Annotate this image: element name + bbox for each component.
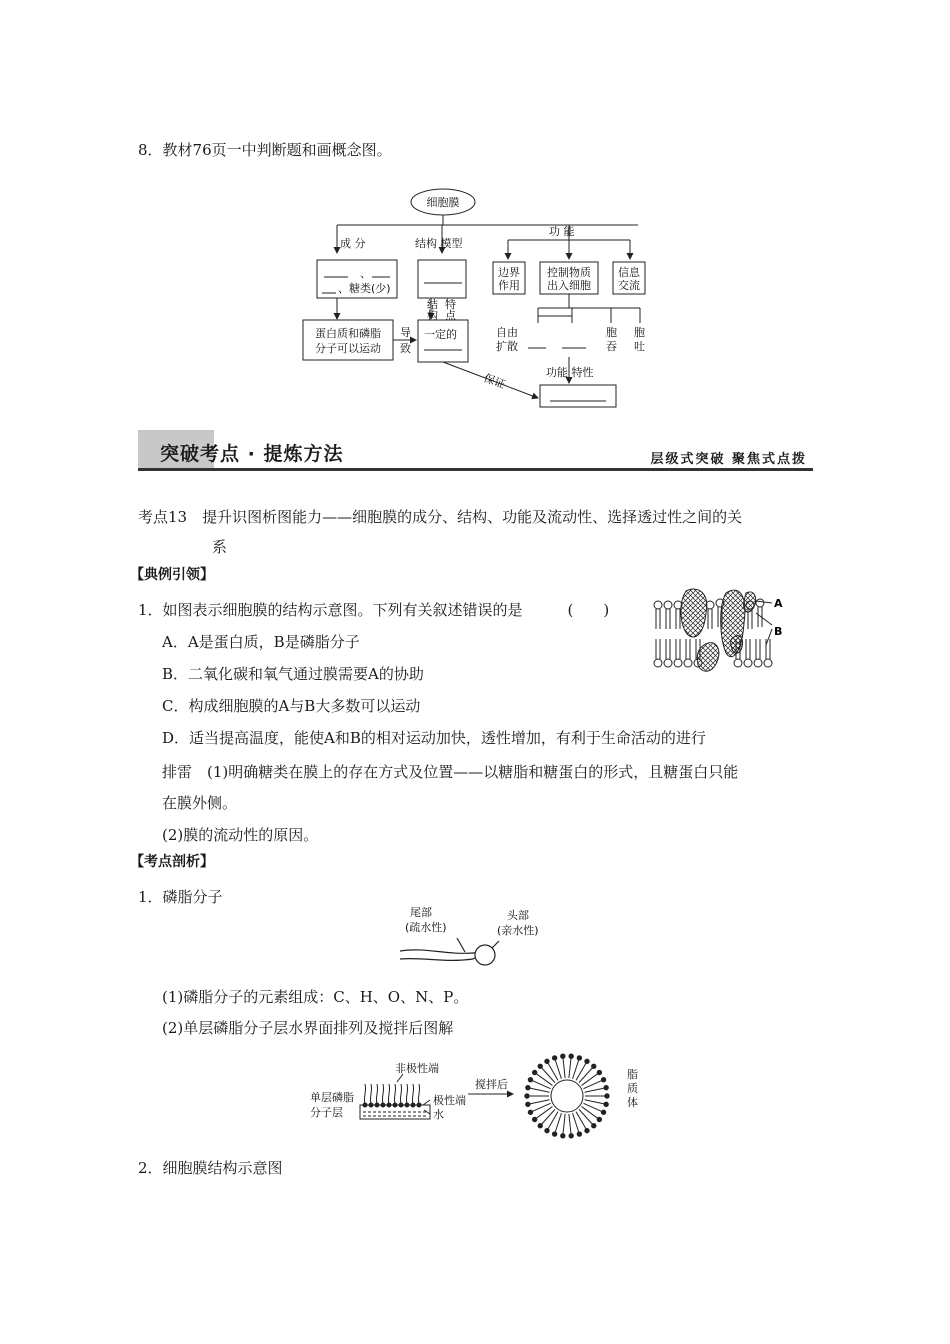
liposome-tail [585,1088,605,1092]
liposome-head [592,1064,596,1068]
question-stem: 1．如图表示细胞膜的结构示意图。下列有关叙述错误的是 ( ) [138,601,610,619]
comp-blank-text: 、 [360,267,371,280]
liposome-tail [576,1063,586,1080]
exo-2: 吐 [634,340,645,353]
option-c: C．构成细胞膜的A与B大多数可以运动 [162,697,421,715]
liposome-tail [530,1100,550,1104]
root-label: 细胞膜 [426,196,460,209]
struct-feature-2b: 点 [445,309,456,322]
paizhu-line2: 在膜外侧。 [162,794,238,812]
liposome-head [577,1056,581,1060]
endo-1: 胞 [606,326,617,339]
phospholipid-figure [395,903,565,973]
liposome-tail [548,1112,558,1129]
liposome-head [526,1102,530,1106]
section-analysis: 【考点剖析】 [130,854,214,870]
liposome-head [538,1124,542,1128]
liposome-head [592,1124,596,1128]
liposome-head [601,1078,605,1082]
structure-result: 一定的 [424,328,457,341]
liposome-head [561,1054,565,1058]
liposome-head [604,1085,608,1089]
struct-feature-1b: 构 [427,309,438,322]
liposome-head [545,1059,549,1063]
comp-result-1: 蛋白质和磷脂 [315,327,381,340]
liposome-head [569,1054,573,1058]
info-2: 交流 [618,279,640,292]
liposome-head [545,1128,549,1132]
selectivity-box [540,385,616,407]
liposome-tail [563,1058,565,1078]
struct-feature-1a: 结 [427,298,438,311]
liposome-head [552,1056,556,1060]
cause-2: 致 [400,342,411,355]
liposome-head [561,1134,565,1138]
label-a: A [774,597,783,610]
liposome-tail [579,1068,592,1083]
struct-feature-2a: 特 [445,298,456,311]
liposome-head [569,1134,573,1138]
boundary-2: 作用 [498,279,520,292]
liposome-head [605,1094,609,1098]
kaodian-line2: 系 [212,538,228,556]
option-b: B．二氧化碳和氧气通过膜需要A的协助 [162,665,424,683]
liposome-tail [569,1114,571,1134]
cause-1: 导 [400,326,411,339]
liposome-head [538,1064,542,1068]
liposome-tail [573,1060,579,1079]
head-label-2: (亲水性) [497,924,539,937]
liposome-head [532,1117,536,1121]
liposome-label-1: 脂 [627,1068,638,1081]
kaodian-line1: 考点13 提升识图析图能力——细胞膜的成分、结构、功能及流动性、选择透过性之间的关 [138,508,743,526]
liposome-tail [576,1112,586,1129]
exo-1: 胞 [634,326,645,339]
nonpolar-label: 非极性端 [395,1062,439,1075]
liposome-tail [542,1068,555,1083]
analysis-item1: 1．磷脂分子 [138,888,223,906]
banner-right: 层级式突破 聚焦式点拨 [650,452,807,467]
func-property: 功能 特性 [546,366,594,379]
fluidity-box [418,320,468,362]
analysis-sub2: (2)单层磷脂分子层水界面排列及搅拌后图解 [162,1019,454,1037]
section-example: 【典例引领】 [130,567,214,583]
monolayer-label-1: 单层磷脂 [310,1091,354,1104]
option-a: A．A是蛋白质，B是磷脂分子 [162,633,360,651]
liposome-label-3: 体 [627,1096,638,1109]
liposome-tail [555,1113,561,1132]
concept-map [300,185,660,415]
liposome-tail [548,1063,558,1080]
analysis-sub1: (1)磷脂分子的元素组成：C、H、O、N、P。 [162,988,469,1006]
info-1: 信息 [618,266,640,279]
endo-2: 吞 [606,340,617,353]
liposome-head [552,1132,556,1136]
monolayer-label-2: 分子层 [310,1106,343,1119]
head-label-1: 头部 [507,909,529,922]
liposome-label-2: 质 [627,1082,638,1095]
branch-function: 功 能 [549,225,575,238]
liposome-head [528,1110,532,1114]
tail-label-2: (疏水性) [405,921,447,934]
tail-label-1: 尾部 [410,906,432,919]
comp-result-2: 分子可以运动 [315,342,381,355]
branch-structure: 结构 模型 [415,237,463,250]
liposome-tail [579,1109,592,1124]
top-item: 8．教材76页一中判断题和画概念图。 [138,141,392,159]
boundary-1: 边界 [498,266,520,279]
liposome [525,1054,609,1138]
guarantee-label: 保证 [481,371,508,392]
liposome-head [585,1059,589,1063]
polar-label: 极性端 [433,1094,466,1107]
comp-blank-line2: 、糖类(少) [338,282,391,295]
liposome-head [577,1132,581,1136]
structure-box [418,260,466,298]
liposome-head [597,1070,601,1074]
paizhu-line3: (2)膜的流动性的原因。 [162,826,319,844]
liposome-head [601,1110,605,1114]
liposome-tail [573,1113,579,1132]
free-diffusion-1: 自由 [496,326,518,339]
transport-2: 出入细胞 [547,279,591,292]
option-d: D．适当提高温度，能使A和B的相对运动加快，透性增加，有利于生命活动的进行 [162,729,706,747]
liposome-tail [563,1114,565,1134]
liposome-head [526,1085,530,1089]
free-diffusion-2: 扩散 [496,340,518,353]
liposome-tail [569,1058,571,1078]
banner-title: 突破考点 · 提炼方法 [160,443,344,465]
liposome-tail [542,1109,555,1124]
transport-1: 控制物质 [547,266,591,279]
paizhu-line1: 排雷 (1)明确糖类在膜上的存在方式及位置——以糖脂和糖蛋白的形式，且糖蛋白只能 [162,763,739,781]
stir-label: 搅拌后 [475,1078,508,1091]
water-label: 水 [433,1108,444,1121]
label-b: B [774,625,783,638]
liposome-head [528,1078,532,1082]
liposome-figure [305,1050,650,1150]
liposome-tail [530,1088,550,1092]
section-banner [138,430,813,470]
banner-rule [138,468,813,471]
branch-composition: 成 分 [340,237,366,250]
liposome-head [604,1102,608,1106]
analysis-item2: 2．细胞膜结构示意图 [138,1159,283,1177]
liposome-head [597,1117,601,1121]
liposome-head [532,1070,536,1074]
membrane-figure [648,583,788,683]
liposome-tail [585,1100,605,1104]
liposome-head [585,1128,589,1132]
liposome-head [525,1094,529,1098]
liposome-tail [555,1060,561,1079]
